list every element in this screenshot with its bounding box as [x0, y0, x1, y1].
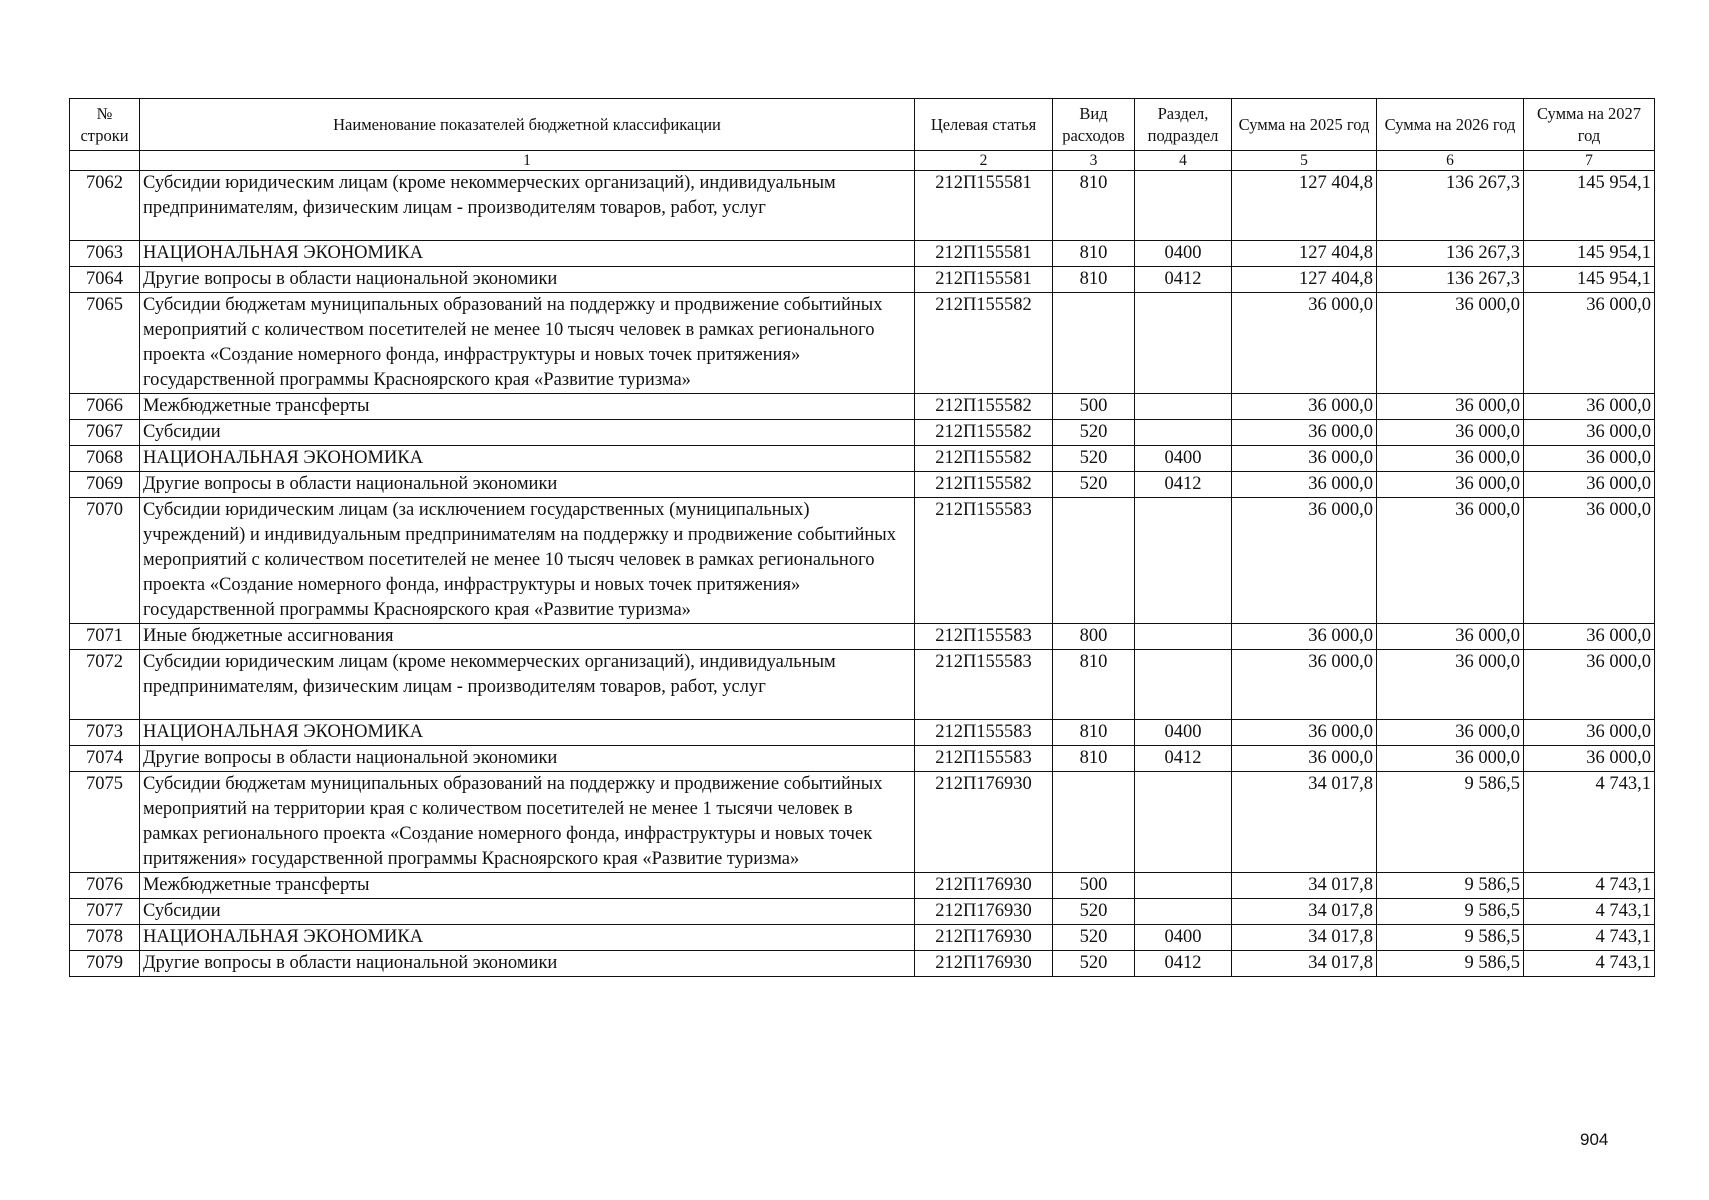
- header-expense-type: Вид расходов: [1053, 99, 1135, 151]
- row-sum-2027: 36 000,0: [1524, 650, 1655, 720]
- table-row: [70, 267, 1655, 293]
- row-sum-2027: 4 743,1: [1524, 925, 1655, 951]
- row-sum-2025: 34 017,8: [1232, 873, 1377, 899]
- row-sum-2026: 36 000,0: [1377, 650, 1524, 720]
- row-target-code: 212П155583: [915, 720, 1053, 746]
- row-section: [1135, 498, 1232, 624]
- row-sum-2027: 145 954,1: [1524, 241, 1655, 267]
- column-number: 4: [1135, 151, 1232, 171]
- row-sum-2025: 127 404,8: [1232, 171, 1377, 241]
- row-section: [1135, 171, 1232, 241]
- table-row: [70, 394, 1655, 420]
- row-sum-2025: 36 000,0: [1232, 498, 1377, 624]
- row-name: Межбюджетные трансферты: [140, 873, 915, 899]
- table-body: [70, 171, 1655, 977]
- table-row: [70, 925, 1655, 951]
- row-number: 7076: [70, 873, 140, 899]
- column-number: 1: [140, 151, 915, 171]
- row-expense-type: 520: [1053, 472, 1135, 498]
- row-expense-type: 810: [1053, 650, 1135, 720]
- row-target-code: 212П155582: [915, 446, 1053, 472]
- table-row: [70, 472, 1655, 498]
- row-sum-2027: 145 954,1: [1524, 267, 1655, 293]
- row-target-code: 212П176930: [915, 899, 1053, 925]
- row-sum-2026: 36 000,0: [1377, 498, 1524, 624]
- table-row: [70, 171, 1655, 241]
- row-sum-2026: 9 586,5: [1377, 873, 1524, 899]
- row-target-code: 212П155582: [915, 394, 1053, 420]
- row-expense-type: [1053, 293, 1135, 394]
- row-sum-2025: 127 404,8: [1232, 267, 1377, 293]
- row-target-code: 212П155583: [915, 746, 1053, 772]
- row-name: Субсидии бюджетам муниципальных образований на поддержку и продвижение событийных мероприятий с количеством посетителей не менее 10 тысяч человек в рамках регионального проекта «Создание номерного фонда, инфраструктуры и новых точек притяжения» государственной программы Красноярского края «Развитие туризма»: [140, 293, 915, 394]
- row-section: 0400: [1135, 720, 1232, 746]
- row-target-code: 212П155582: [915, 293, 1053, 394]
- row-number: 7066: [70, 394, 140, 420]
- row-number: 7072: [70, 650, 140, 720]
- row-expense-type: 520: [1053, 951, 1135, 977]
- row-section: [1135, 650, 1232, 720]
- row-sum-2027: 145 954,1: [1524, 171, 1655, 241]
- row-name: Субсидии бюджетам муниципальных образований на поддержку и продвижение событийных мероприятий на территории края с количеством посетителей не менее 1 тысячи человек в рамках регионального проекта «Создание номерного фонда, инфраструктуры и новых точек притяжения» государственной программы Красноярского края «Развитие туризма»: [140, 772, 915, 873]
- column-number: 7: [1524, 151, 1655, 171]
- table-row: [70, 899, 1655, 925]
- row-sum-2026: 36 000,0: [1377, 293, 1524, 394]
- row-sum-2026: 36 000,0: [1377, 420, 1524, 446]
- row-sum-2026: 136 267,3: [1377, 241, 1524, 267]
- row-target-code: 212П155581: [915, 267, 1053, 293]
- row-target-code: 212П155583: [915, 650, 1053, 720]
- row-section: 0400: [1135, 446, 1232, 472]
- row-sum-2027: 4 743,1: [1524, 873, 1655, 899]
- row-section: [1135, 394, 1232, 420]
- row-number: 7070: [70, 498, 140, 624]
- row-section: [1135, 899, 1232, 925]
- row-section: [1135, 873, 1232, 899]
- row-sum-2027: 36 000,0: [1524, 446, 1655, 472]
- row-sum-2027: 36 000,0: [1524, 720, 1655, 746]
- row-section: 0412: [1135, 951, 1232, 977]
- row-sum-2025: 36 000,0: [1232, 650, 1377, 720]
- row-sum-2025: 34 017,8: [1232, 772, 1377, 873]
- row-number: 7077: [70, 899, 140, 925]
- row-sum-2026: 9 586,5: [1377, 951, 1524, 977]
- row-number: 7073: [70, 720, 140, 746]
- row-sum-2027: 36 000,0: [1524, 293, 1655, 394]
- row-target-code: 212П176930: [915, 873, 1053, 899]
- row-sum-2025: 127 404,8: [1232, 241, 1377, 267]
- row-sum-2027: 36 000,0: [1524, 420, 1655, 446]
- row-target-code: 212П155582: [915, 420, 1053, 446]
- row-name: Субсидии: [140, 420, 915, 446]
- row-section: 0400: [1135, 241, 1232, 267]
- row-sum-2026: 9 586,5: [1377, 925, 1524, 951]
- column-number: 6: [1377, 151, 1524, 171]
- table-row: [70, 624, 1655, 650]
- row-name: НАЦИОНАЛЬНАЯ ЭКОНОМИКА: [140, 446, 915, 472]
- row-sum-2027: 4 743,1: [1524, 899, 1655, 925]
- row-name: Иные бюджетные ассигнования: [140, 624, 915, 650]
- row-number: 7074: [70, 746, 140, 772]
- row-section: [1135, 624, 1232, 650]
- row-sum-2027: 36 000,0: [1524, 394, 1655, 420]
- row-sum-2025: 36 000,0: [1232, 394, 1377, 420]
- header-target-code: Целевая статья: [915, 99, 1053, 151]
- table-row: [70, 446, 1655, 472]
- row-section: 0400: [1135, 925, 1232, 951]
- row-sum-2026: 36 000,0: [1377, 624, 1524, 650]
- row-name: Другие вопросы в области национальной экономики: [140, 746, 915, 772]
- row-sum-2026: 36 000,0: [1377, 446, 1524, 472]
- row-section: 0412: [1135, 746, 1232, 772]
- row-section: 0412: [1135, 267, 1232, 293]
- row-name: Другие вопросы в области национальной экономики: [140, 951, 915, 977]
- row-name: НАЦИОНАЛЬНАЯ ЭКОНОМИКА: [140, 241, 915, 267]
- row-sum-2025: 34 017,8: [1232, 899, 1377, 925]
- row-target-code: 212П176930: [915, 951, 1053, 977]
- row-sum-2027: 36 000,0: [1524, 472, 1655, 498]
- table-row: [70, 746, 1655, 772]
- row-sum-2026: 36 000,0: [1377, 394, 1524, 420]
- header-sum-2026: Сумма на 2026 год: [1377, 99, 1524, 151]
- row-sum-2027: 4 743,1: [1524, 772, 1655, 873]
- row-sum-2026: 36 000,0: [1377, 472, 1524, 498]
- row-target-code: 212П155581: [915, 171, 1053, 241]
- table-row: [70, 241, 1655, 267]
- row-number: 7069: [70, 472, 140, 498]
- row-sum-2025: 36 000,0: [1232, 420, 1377, 446]
- row-number: 7079: [70, 951, 140, 977]
- row-target-code: 212П176930: [915, 772, 1053, 873]
- column-number: 3: [1053, 151, 1135, 171]
- table-row: [70, 420, 1655, 446]
- table-row: [70, 293, 1655, 394]
- row-name: Другие вопросы в области национальной экономики: [140, 267, 915, 293]
- header-row-number: № строки: [70, 99, 140, 151]
- row-sum-2026: 9 586,5: [1377, 899, 1524, 925]
- row-section: [1135, 420, 1232, 446]
- row-number: 7063: [70, 241, 140, 267]
- header-row: [70, 99, 1655, 151]
- row-number: 7068: [70, 446, 140, 472]
- header-section: Раздел, подраздел: [1135, 99, 1232, 151]
- row-expense-type: 520: [1053, 420, 1135, 446]
- row-target-code: 212П176930: [915, 925, 1053, 951]
- row-expense-type: 500: [1053, 394, 1135, 420]
- row-number: 7078: [70, 925, 140, 951]
- row-sum-2025: 34 017,8: [1232, 951, 1377, 977]
- row-sum-2025: 34 017,8: [1232, 925, 1377, 951]
- row-target-code: 212П155582: [915, 472, 1053, 498]
- row-name: Межбюджетные трансферты: [140, 394, 915, 420]
- table-row: [70, 951, 1655, 977]
- row-expense-type: 810: [1053, 267, 1135, 293]
- row-sum-2025: 36 000,0: [1232, 446, 1377, 472]
- table-row: [70, 772, 1655, 873]
- header-sum-2025: Сумма на 2025 год: [1232, 99, 1377, 151]
- row-expense-type: 500: [1053, 873, 1135, 899]
- row-sum-2027: 4 743,1: [1524, 951, 1655, 977]
- row-number: 7067: [70, 420, 140, 446]
- row-section: [1135, 293, 1232, 394]
- row-sum-2026: 36 000,0: [1377, 746, 1524, 772]
- row-sum-2026: 136 267,3: [1377, 267, 1524, 293]
- row-name: Другие вопросы в области национальной экономики: [140, 472, 915, 498]
- row-sum-2026: 9 586,5: [1377, 772, 1524, 873]
- row-sum-2025: 36 000,0: [1232, 624, 1377, 650]
- row-expense-type: 520: [1053, 446, 1135, 472]
- row-sum-2027: 36 000,0: [1524, 624, 1655, 650]
- row-sum-2026: 36 000,0: [1377, 720, 1524, 746]
- table-row: [70, 873, 1655, 899]
- column-number: 2: [915, 151, 1053, 171]
- column-number: 5: [1232, 151, 1377, 171]
- row-expense-type: [1053, 498, 1135, 624]
- row-number: 7064: [70, 267, 140, 293]
- table-row: [70, 650, 1655, 720]
- row-section: [1135, 772, 1232, 873]
- row-expense-type: 800: [1053, 624, 1135, 650]
- row-expense-type: 810: [1053, 746, 1135, 772]
- row-sum-2025: 36 000,0: [1232, 472, 1377, 498]
- row-name: Субсидии юридическим лицам (кроме некоммерческих организаций), индивидуальным предпринимателям, физическим лицам - производителям товаров, работ, услуг: [140, 650, 915, 720]
- table-row: [70, 498, 1655, 624]
- row-name: Субсидии юридическим лицам (за исключением государственных (муниципальных) учреждений) и индивидуальным предпринимателям на поддержку и продвижение событийных мероприятий с количеством посетителей не менее 10 тысяч человек в рамках регионального проекта «Создание номерного фонда, инфраструктуры и новых точек притяжения» государственной программы Красноярского края «Развитие туризма»: [140, 498, 915, 624]
- row-name: НАЦИОНАЛЬНАЯ ЭКОНОМИКА: [140, 925, 915, 951]
- row-expense-type: [1053, 772, 1135, 873]
- row-sum-2027: 36 000,0: [1524, 746, 1655, 772]
- row-name: Субсидии: [140, 899, 915, 925]
- row-number: 7062: [70, 171, 140, 241]
- row-sum-2026: 136 267,3: [1377, 171, 1524, 241]
- row-target-code: 212П155581: [915, 241, 1053, 267]
- row-target-code: 212П155583: [915, 624, 1053, 650]
- row-sum-2025: 36 000,0: [1232, 720, 1377, 746]
- row-sum-2027: 36 000,0: [1524, 498, 1655, 624]
- column-number-row: [70, 151, 1655, 171]
- column-number-blank: [70, 151, 140, 171]
- row-expense-type: 810: [1053, 720, 1135, 746]
- row-sum-2025: 36 000,0: [1232, 746, 1377, 772]
- header-sum-2027: Сумма на 2027 год: [1524, 99, 1655, 151]
- row-expense-type: 810: [1053, 241, 1135, 267]
- row-expense-type: 520: [1053, 925, 1135, 951]
- row-number: 7071: [70, 624, 140, 650]
- table-row: [70, 720, 1655, 746]
- row-expense-type: 810: [1053, 171, 1135, 241]
- row-number: 7065: [70, 293, 140, 394]
- row-name: Субсидии юридическим лицам (кроме некоммерческих организаций), индивидуальным предпринимателям, физическим лицам - производителям товаров, работ, услуг: [140, 171, 915, 241]
- row-expense-type: 520: [1053, 899, 1135, 925]
- row-target-code: 212П155583: [915, 498, 1053, 624]
- page-number: 904: [1580, 1130, 1609, 1149]
- header-name: Наименование показателей бюджетной классификации: [140, 99, 915, 151]
- row-sum-2025: 36 000,0: [1232, 293, 1377, 394]
- row-number: 7075: [70, 772, 140, 873]
- budget-table: [69, 98, 1655, 977]
- row-name: НАЦИОНАЛЬНАЯ ЭКОНОМИКА: [140, 720, 915, 746]
- row-section: 0412: [1135, 472, 1232, 498]
